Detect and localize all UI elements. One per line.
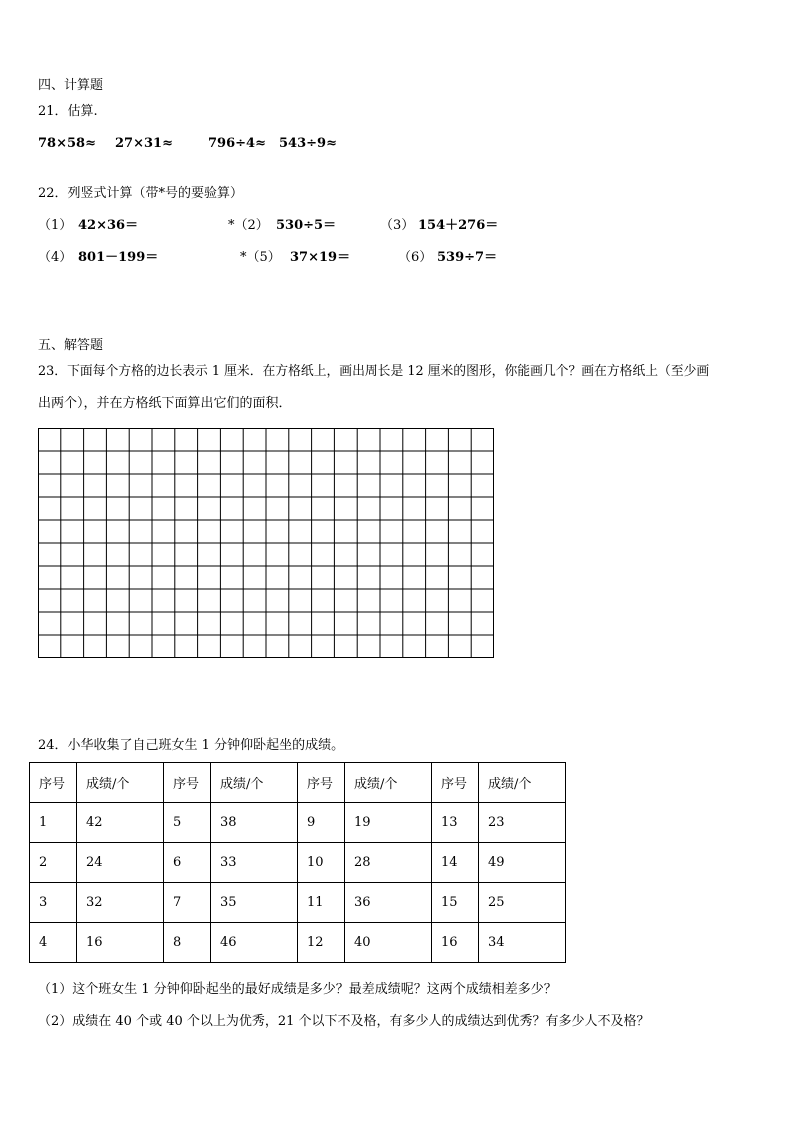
q21-item-2: 27×31≈	[115, 136, 173, 151]
table-cell: 33	[211, 843, 298, 883]
table-cell: 4	[30, 923, 77, 963]
q22-item-3-expr: 154＋276＝	[418, 218, 499, 233]
table-cell: 5	[164, 803, 211, 843]
table-cell: 49	[479, 843, 566, 883]
table-cell: 14	[432, 843, 479, 883]
table-cell: 7	[164, 883, 211, 923]
q21-item-3: 796÷4≈	[208, 136, 266, 151]
table-cell: 25	[479, 883, 566, 923]
table-cell: 28	[345, 843, 432, 883]
q22-item-2-expr: 530÷5＝	[276, 218, 337, 233]
table-cell: 6	[164, 843, 211, 883]
table-row	[30, 843, 566, 883]
table-header-cell: 成绩/个	[479, 763, 566, 803]
table-cell: 2	[30, 843, 77, 883]
q23-line2: 出两个），并在方格纸下面算出它们的面积．	[38, 396, 292, 411]
table-header-cell: 序号	[298, 763, 345, 803]
table-cell: 24	[77, 843, 164, 883]
table-cell: 19	[345, 803, 432, 843]
table-cell: 15	[432, 883, 479, 923]
section5-heading: 五、解答题	[38, 338, 104, 353]
q22-item-6-label: （6）	[398, 250, 433, 265]
q22-item-4-expr: 801－199＝	[78, 250, 159, 265]
section4-heading: 四、计算题	[38, 78, 104, 93]
table-cell: 8	[164, 923, 211, 963]
q21-item-4: 543÷9≈	[279, 136, 337, 151]
q24-sub1: （1）这个班女生 1 分钟仰卧起坐的最好成绩是多少？最差成绩呢？这两个成绩相差多少？	[38, 982, 557, 997]
score-table	[29, 762, 566, 963]
table-row	[30, 803, 566, 843]
table-header-cell: 成绩/个	[77, 763, 164, 803]
table-cell: 40	[345, 923, 432, 963]
q22-item-5-label: *（5）	[240, 250, 281, 265]
table-cell: 46	[211, 923, 298, 963]
table-header-cell: 序号	[30, 763, 77, 803]
q22-title: 22．列竖式计算（带*号的要验算）	[38, 186, 244, 201]
table-cell: 11	[298, 883, 345, 923]
table-cell: 34	[479, 923, 566, 963]
q23-line1: 23．下面每个方格的边长表示 1 厘米．在方格纸上，画出周长是 12 厘米的图形，你能画几个？画在方格纸上（至少画	[38, 364, 710, 379]
q24-title: 24．小华收集了自己班女生 1 分钟仰卧起坐的成绩。	[38, 738, 345, 753]
table-cell: 16	[432, 923, 479, 963]
table-cell: 3	[30, 883, 77, 923]
q22-item-6-expr: 539÷7＝	[437, 250, 498, 265]
table-cell: 36	[345, 883, 432, 923]
square-grid-paper[interactable]	[38, 428, 494, 658]
table-header-cell: 序号	[432, 763, 479, 803]
q22-item-4-label: （4）	[38, 250, 73, 265]
table-cell: 12	[298, 923, 345, 963]
table-cell: 38	[211, 803, 298, 843]
table-row	[30, 923, 566, 963]
table-cell: 1	[30, 803, 77, 843]
table-header-cell: 成绩/个	[345, 763, 432, 803]
table-cell: 35	[211, 883, 298, 923]
table-cell: 32	[77, 883, 164, 923]
q22-item-3-label: （3）	[380, 218, 415, 233]
table-cell: 10	[298, 843, 345, 883]
table-header-cell: 成绩/个	[211, 763, 298, 803]
q22-item-5-expr: 37×19＝	[290, 250, 351, 265]
q24-sub2: （2）成绩在 40 个或 40 个以上为优秀，21 个以下不及格，有多少人的成绩达到优秀？有多少人不及格？	[38, 1014, 650, 1029]
q21-item-1: 78×58≈	[38, 136, 96, 151]
table-cell: 42	[77, 803, 164, 843]
table-cell: 23	[479, 803, 566, 843]
q21-title: 21．估算.	[38, 104, 98, 119]
q22-item-1-label: （1）	[38, 218, 73, 233]
table-cell: 16	[77, 923, 164, 963]
q22-item-2-label: *（2）	[228, 218, 269, 233]
table-row	[30, 883, 566, 923]
q22-item-1-expr: 42×36＝	[78, 218, 139, 233]
table-header-row	[30, 763, 566, 803]
table-cell: 13	[432, 803, 479, 843]
table-cell: 9	[298, 803, 345, 843]
table-header-cell: 序号	[164, 763, 211, 803]
